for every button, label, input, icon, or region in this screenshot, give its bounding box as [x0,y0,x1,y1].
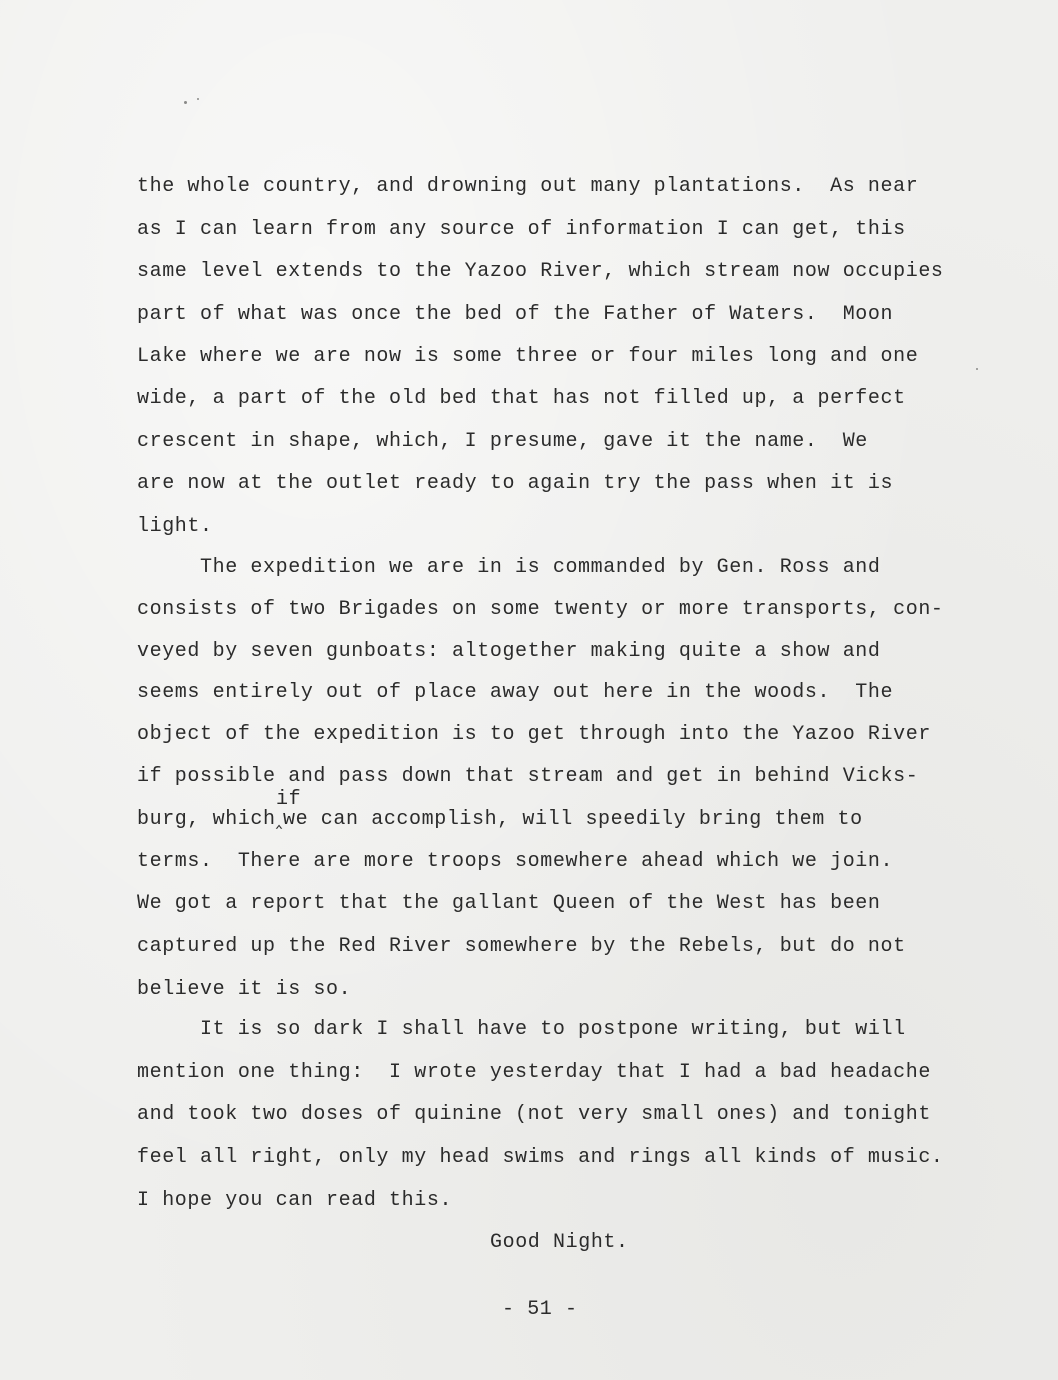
text-line: The expedition we are in is commanded by Gen. Ross and [200,556,881,579]
text-line: and took two doses of quinine (not very small ones) and tonight [137,1103,931,1126]
text-line: It is so dark I shall have to postpone writing, but will [200,1018,906,1041]
paper-speck [976,368,978,370]
text-line: mention one thing: I wrote yesterday that I had a bad headache [137,1061,931,1084]
text-line: the whole country, and drowning out many plantations. As near [137,175,919,198]
text-line: consists of two Brigades on some twenty or more transports, con- [137,598,944,621]
text-line: veyed by seven gunboats: altogether making quite a show and [137,640,881,663]
text-line: seems entirely out of place away out here in the woods. The [137,681,894,704]
text-line: We got a report that the gallant Queen of the West has been [137,892,881,915]
text-line: captured up the Red River somewhere by the Rebels, but do not [137,935,906,958]
text-line: wide, a part of the old bed that has not filled up, a perfect [137,387,906,410]
text-line: believe it is so. [137,978,352,1001]
text-line: if possible and pass down that stream and get in behind Vicks- [137,765,919,788]
text-line: object of the expedition is to get through into the Yazoo River [137,723,931,746]
text-line: part of what was once the bed of the Father of Waters. Moon [137,303,894,326]
text-line: terms. There are more troops somewhere ahead which we join. [137,850,894,873]
paper-speck [184,101,187,104]
signoff: Good Night. [490,1231,629,1254]
paper-speck [197,98,199,100]
page-number: - 51 - [502,1298,578,1321]
text-line: I hope you can read this. [137,1189,453,1212]
text-line: Lake where we are now is some three or four miles long and one [137,345,919,368]
text-line: feel all right, only my head swims and rings all kinds of music. [137,1146,944,1169]
text-line: same level extends to the Yazoo River, which stream now occupies [137,260,944,283]
text-line: burg, which‸we can accomplish, will speedily bring them to [137,808,863,831]
text-line: as I can learn from any source of information I can get, this [137,218,906,241]
text-line: light. [137,515,213,538]
text-line: are now at the outlet ready to again try the pass when it is [137,472,894,495]
text-line: crescent in shape, which, I presume, gave it the name. We [137,430,868,453]
handwritten-insertion: if [276,788,302,811]
